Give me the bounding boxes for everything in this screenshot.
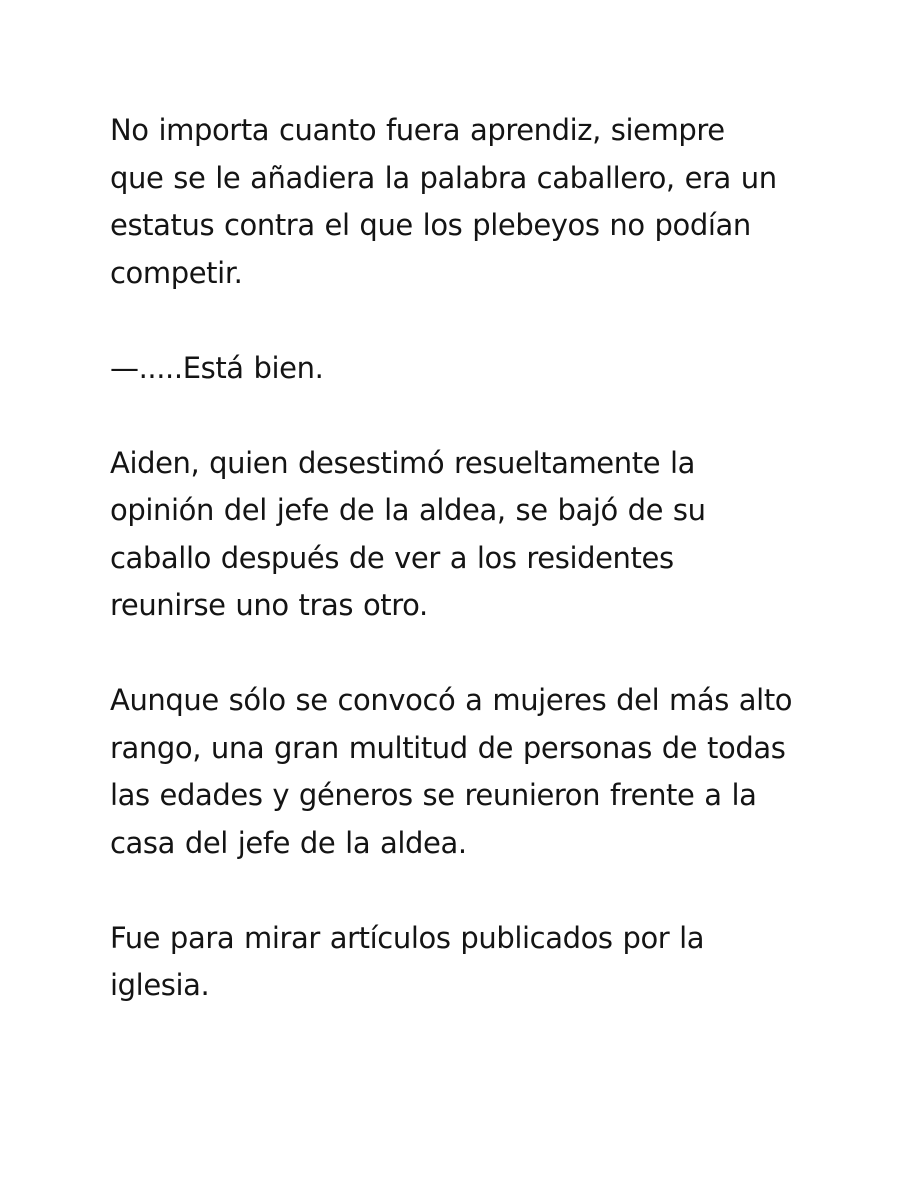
paragraph-4: [110, 677, 820, 867]
paragraph-line: casa del jefe de la aldea.: [110, 825, 467, 860]
paragraph-line: Aiden, quien desestimó resueltamente la: [110, 445, 695, 480]
paragraph-line: que se le añadiera la palabra caballero, era un: [110, 160, 777, 195]
paragraph-line: Fue para mirar artículos publicados por la: [110, 920, 705, 955]
paragraph-line: caballo después de ver a los residentes: [110, 540, 674, 575]
paragraph-line: Aunque sólo se convocó a mujeres del más alto: [110, 683, 793, 717]
paragraph-line: iglesia.: [110, 968, 210, 1002]
paragraph-5: [110, 915, 820, 1010]
paragraph-1: [110, 107, 820, 297]
paragraph-line: —.....Está bien.: [110, 350, 324, 385]
paragraph-line: rango, una gran multitud de personas de todas: [110, 730, 786, 765]
paragraph-3: [110, 440, 820, 630]
paragraph-line: No importa cuanto fuera aprendiz, siempre: [110, 113, 725, 147]
paragraph-line: opinión del jefe de la aldea, se bajó de su: [110, 493, 706, 527]
paragraph-line: estatus contra el que los plebeyos no podían: [110, 208, 751, 242]
paragraph-2-dialogue: [110, 345, 820, 393]
paragraph-line: reunirse uno tras otro.: [110, 588, 428, 622]
paragraph-line: competir.: [110, 255, 243, 290]
paragraph-line: las edades y géneros se reunieron frente a la: [110, 778, 757, 812]
